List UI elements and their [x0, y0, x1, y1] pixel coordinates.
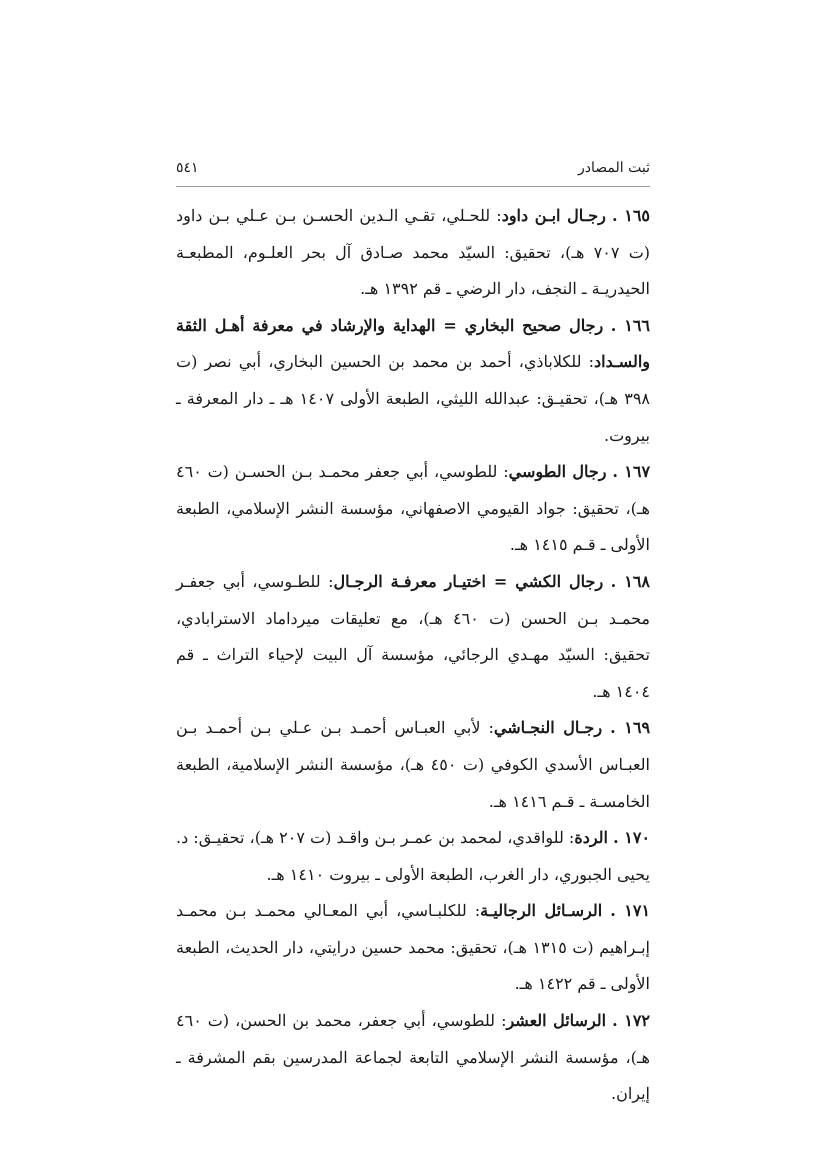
entry-text: : لأبي العبـاس أحمـد بـن عـلي بـن أحمـد بـن العبـاس الأسدي الكوفي (ت ٤٥٠ هـ)، مؤسسة النشر الإسلامية، الطبعة الخامسـة ـ قـم ١٤١٦ هـ.: [176, 718, 650, 811]
entry-number: ١٦٥ .: [612, 206, 651, 225]
bibliography-entry-169: [176, 710, 650, 820]
entry-text: : للطوسي، أبي جعفر محمـد بـن الحسـن (ت ٤٦٠ هـ)، تحقيق: جواد القيومي الاصفهاني، مؤسسة النشر الإسلامي، الطبعة الأولى ـ قـم ١٤١٥ هـ.: [176, 462, 650, 555]
bibliography-entry-168: [176, 564, 650, 710]
entry-number: ١٦٧ .: [612, 462, 651, 482]
entry-number: ١٦٨ .: [610, 571, 650, 591]
entry-heading: رجال الطوسي: [508, 462, 607, 482]
bibliography-entry-167: [176, 454, 650, 564]
bibliography-entry-170: [176, 820, 650, 893]
running-head: [176, 160, 650, 184]
entry-heading: الردة: [574, 828, 608, 848]
bibliography-entry-172: [176, 1003, 650, 1113]
entry-heading: رجـال النجـاشي: [493, 718, 603, 738]
bibliography-list: [176, 198, 650, 1113]
entry-number: ١٦٩ .: [610, 718, 651, 738]
bibliography-entry-166: [176, 308, 650, 454]
header-divider: [176, 186, 650, 187]
bibliography-entry-165: [176, 198, 650, 308]
page-number: ٥٤١: [176, 160, 199, 176]
entry-number: ١٧٠ .: [613, 828, 651, 848]
entry-text: : للكلاباذي، أحمد بن محمد بن الحسين البخاري، أبي نصر (ت ٣٩٨ هـ)، تحقيـق: عبدالله الليثي، الطبعة الأولى ١٤٠٧ هـ ـ دار المعرفة ـ بيروت.: [176, 352, 650, 445]
entry-text: : للواقدي، لمحمد بن عمـر بـن واقـد (ت ٢٠٧ هـ)، تحقيـق: د. يحيى الجبوري، دار الغرب، الطبعة الأولى ـ بيروت ١٤١٠ هـ.: [176, 828, 650, 884]
entry-number: ١٧٢ .: [612, 1011, 651, 1031]
entry-text: : للطـوسي، أبي جعفـر محمـد بـن الحسن (ت ٤٦٠ هـ)، مع تعليقات ميرداماد الاسترابادي، تحقيق: السيّد مهـدي الرجائي، مؤسسة آل البيت لإحياء التراث ـ قم ١٤٠٤ هـ.: [176, 571, 650, 701]
entry-text: : للطوسي، أبي جعفر، محمد بن الحسن، (ت ٤٦٠ هـ)، مؤسسة النشر الإسلامي التابعة لجماعة المدرسين بقم المشرفة ـ إيران.: [176, 1011, 650, 1104]
entry-number: ١٦٦ .: [610, 315, 651, 335]
entry-heading: الرسـائل الرجاليـة: [480, 901, 603, 921]
running-head-title: ثبت المصادر: [578, 160, 650, 176]
entry-heading: رجـال ابـن داود: [501, 206, 606, 225]
entry-heading: رجال صحيح البخاري = الهداية والإرشاد في معرفة أهـل الثقة والسـداد: [176, 315, 650, 372]
entry-text: : للكلبـاسي، أبي المعـالي محمـد بـن محمـد إبـراهيم (ت ١٣١٥ هـ)، تحقيق: محمد حسين درايتي، دار الحديث، الطبعة الأولى ـ قم ١٤٢٢ هـ.: [176, 901, 650, 994]
entry-heading: رجال الكشي = اختيـار معرفـة الرجـال: [333, 571, 604, 591]
entry-number: ١٧١ .: [610, 901, 651, 921]
entry-text: : للحـلي، تقـي الـدين الحسـن بـن عـلي بـن داود (ت ٧٠٧ هـ)، تحقيق: السيّد محمد صـادق آل بحر العلـوم، المطبعـة الحيدريـة ـ النجف، دار الرضي ـ قم ١٣٩٢ هـ.: [176, 206, 651, 299]
bibliography-entry-171: [176, 893, 650, 1003]
entry-heading: الرسائل العشر: [506, 1011, 607, 1031]
